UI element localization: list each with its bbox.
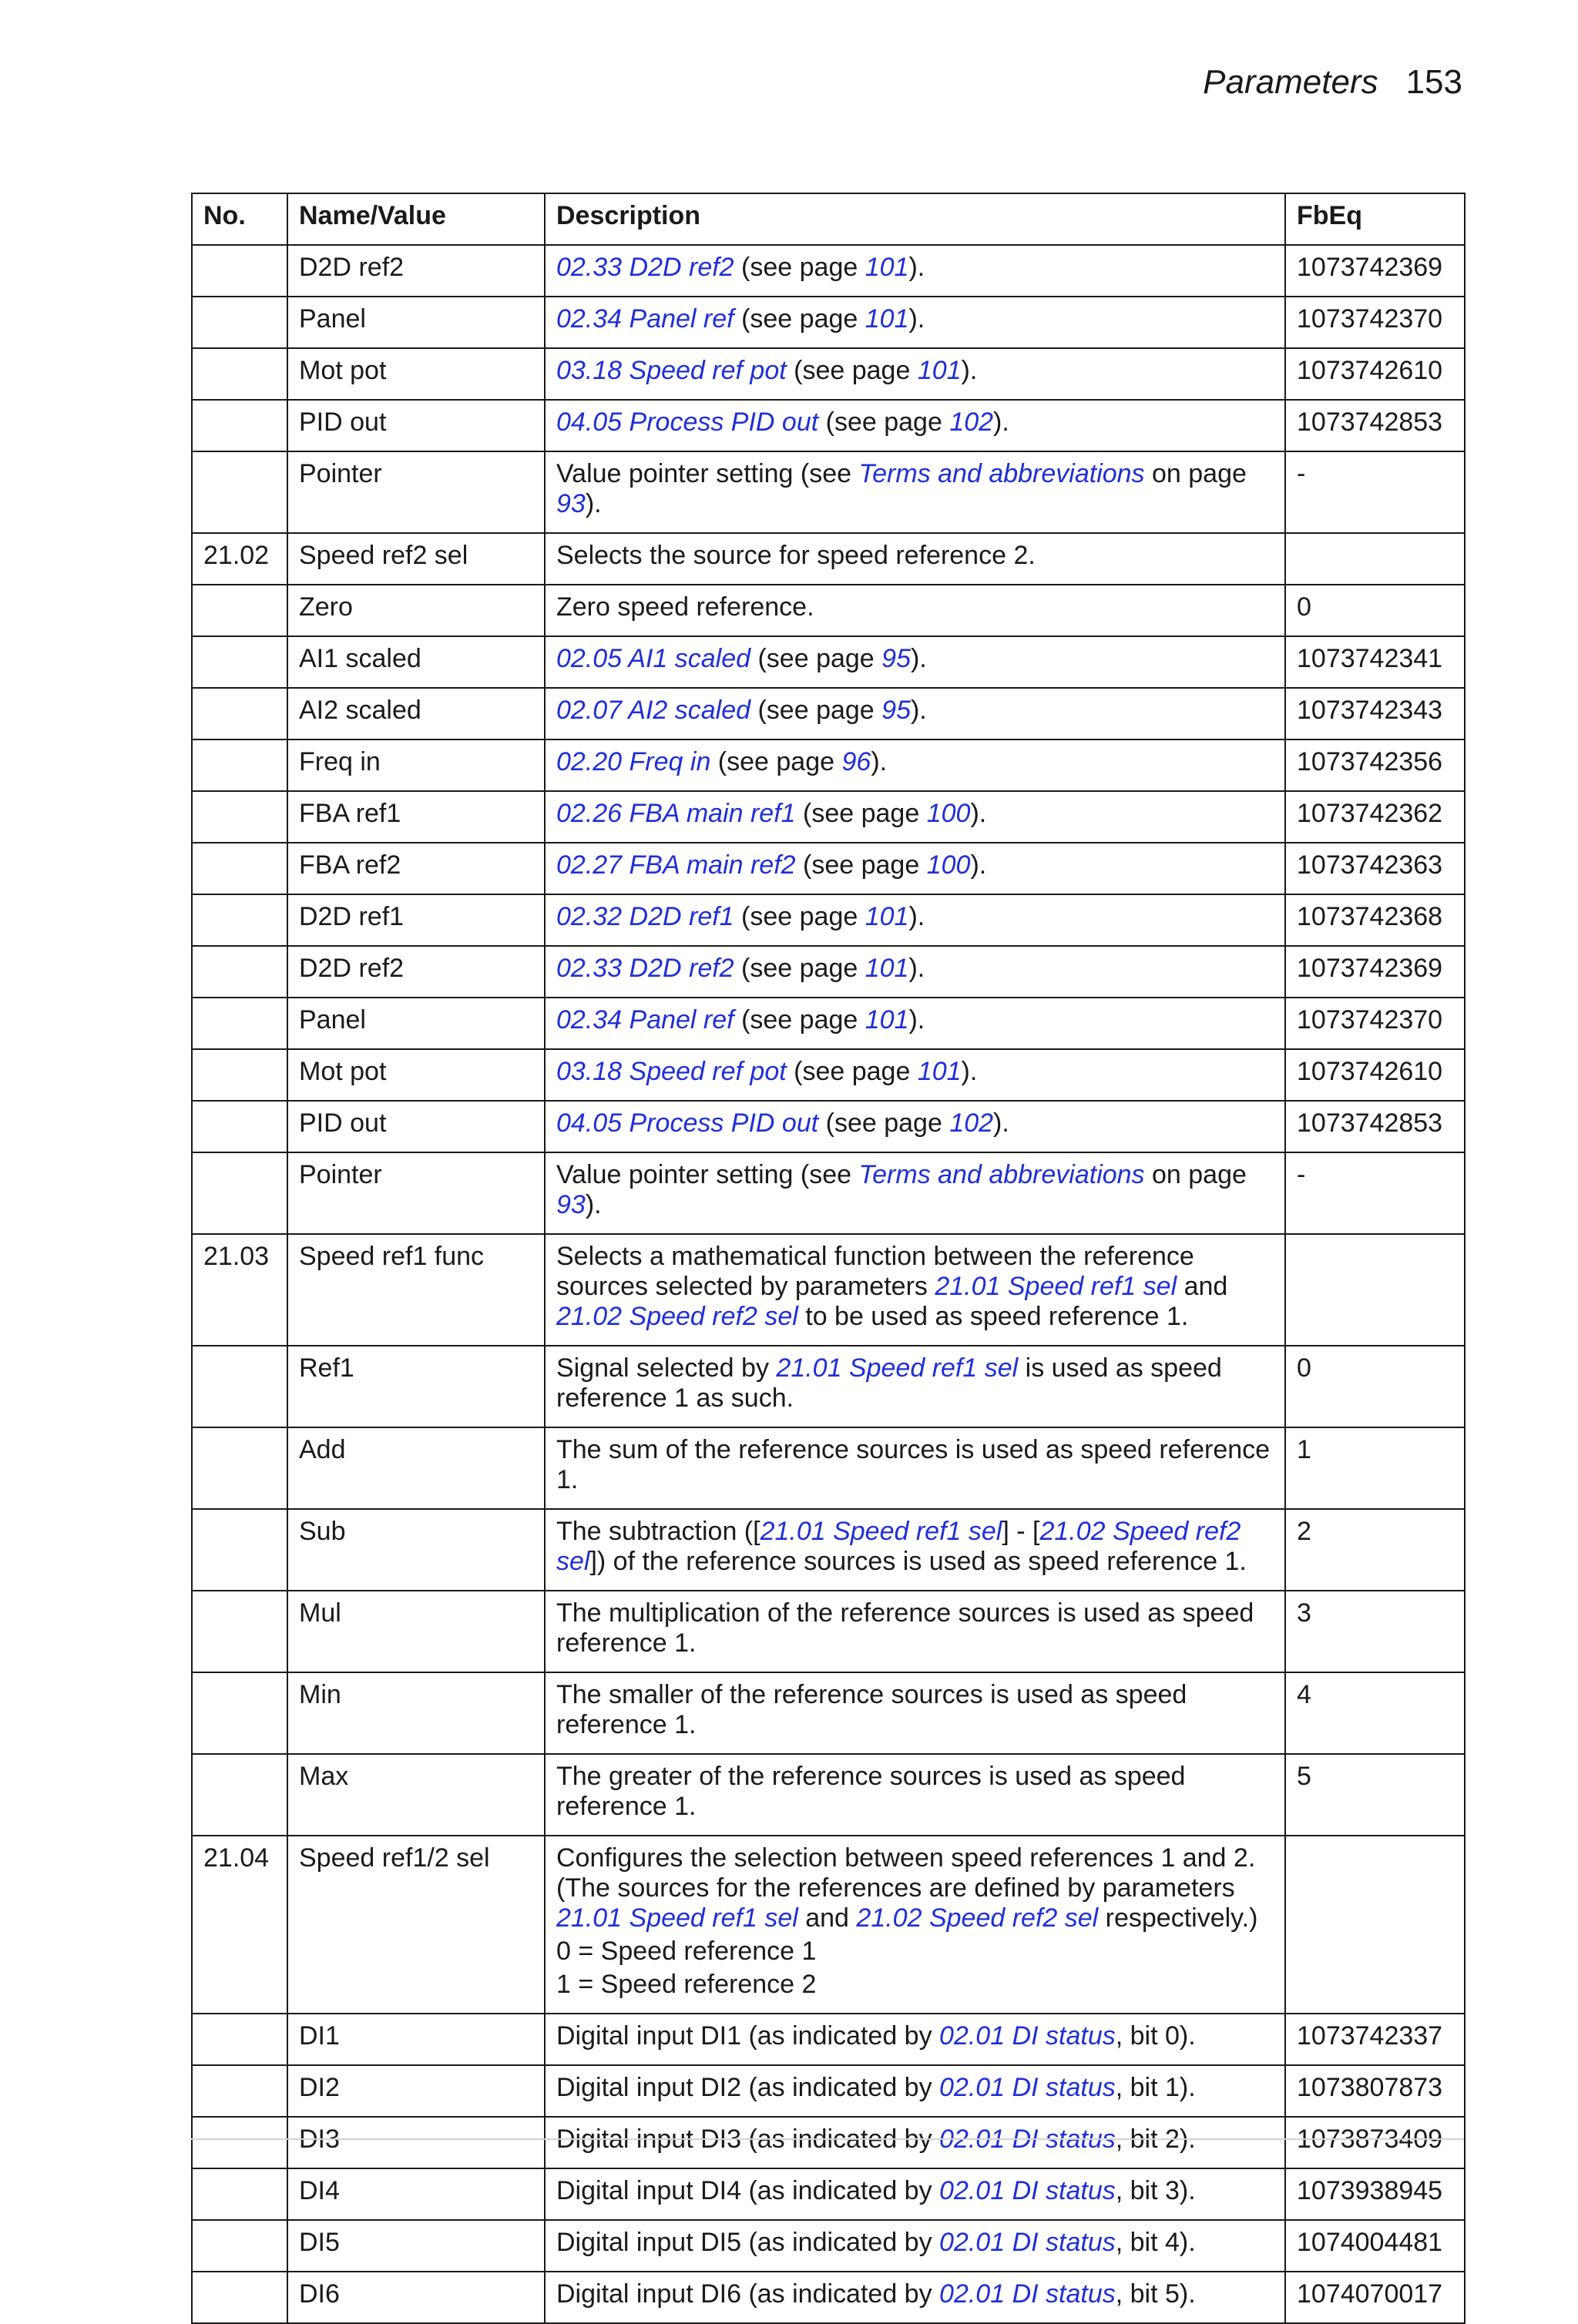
parameter-name-value: Ref1 xyxy=(287,1346,545,1427)
parameter-description xyxy=(545,585,1285,636)
cross-reference-link[interactable]: 02.33 D2D ref2 xyxy=(556,253,734,282)
description-text: , bit 2). xyxy=(1115,2124,1196,2154)
parameter-name-value: Panel xyxy=(287,297,545,348)
fbeq-value: 3 xyxy=(1285,1591,1465,1672)
parameter-number xyxy=(192,843,287,894)
description-text: and xyxy=(797,1903,857,1933)
fbeq-value: 1073742362 xyxy=(1285,791,1465,843)
parameter-number xyxy=(192,451,287,533)
parameter-name-value: Panel xyxy=(287,998,545,1049)
parameter-number xyxy=(192,2168,287,2220)
description-text: ). xyxy=(993,407,1009,437)
description-text: ). xyxy=(908,954,925,983)
description-text: and xyxy=(1177,1272,1228,1301)
cross-reference-link[interactable]: 02.01 DI status xyxy=(939,2124,1116,2154)
parameter-description xyxy=(545,946,1285,998)
description-text: Digital input DI2 (as indicated by xyxy=(556,2073,940,2102)
column-header-fbeq: FbEq xyxy=(1285,193,1465,245)
parameter-name-value: D2D ref1 xyxy=(287,894,545,946)
description-text: Configures the selection between speed references 1 and 2. (The sources for the references are defined by parameters xyxy=(556,1843,1256,1903)
fbeq-value: 1073742343 xyxy=(1285,688,1465,739)
description-text: The smaller of the reference sources is used as speed reference 1. xyxy=(556,1680,1187,1739)
table-header-row xyxy=(192,193,1465,245)
fbeq-value xyxy=(1285,1234,1465,1346)
parameter-name-value: DI4 xyxy=(287,2168,545,2220)
parameter-description xyxy=(545,245,1285,297)
parameter-description xyxy=(545,1509,1285,1591)
parameter-description xyxy=(545,1591,1285,1672)
cross-reference-link[interactable]: 02.01 DI status xyxy=(939,2073,1116,2102)
parameter-number xyxy=(192,1049,287,1101)
fbeq-value xyxy=(1285,533,1465,585)
table-row xyxy=(192,636,1465,688)
parameter-name-value: DI6 xyxy=(287,2272,545,2323)
parameter-description xyxy=(545,2168,1285,2220)
cross-reference-link[interactable]: 02.01 DI status xyxy=(939,2176,1116,2205)
parameter-description xyxy=(545,998,1285,1049)
description-text: (see page xyxy=(734,1005,865,1035)
cross-reference-link[interactable]: 21.02 Speed ref2 sel xyxy=(556,1302,798,1331)
parameter-number xyxy=(192,998,287,1049)
cross-reference-link[interactable]: 96 xyxy=(841,747,871,776)
parameter-number xyxy=(192,1152,287,1234)
description-text: Selects the source for speed reference 2. xyxy=(556,541,1036,570)
description-text: The multiplication of the reference sources is used as speed reference 1. xyxy=(556,1598,1254,1658)
description-text: to be used as speed reference 1. xyxy=(797,1302,1189,1331)
description-text: ). xyxy=(993,1108,1009,1138)
table-row xyxy=(192,2168,1465,2220)
cross-reference-link[interactable]: 101 xyxy=(865,902,909,931)
description-text: (see page xyxy=(818,407,950,437)
parameter-description xyxy=(545,297,1285,348)
fbeq-value: 1074004481 xyxy=(1285,2220,1465,2272)
fbeq-value: 1073742337 xyxy=(1285,2014,1465,2065)
fbeq-value: 1073742370 xyxy=(1285,297,1465,348)
parameter-description xyxy=(545,1101,1285,1152)
parameter-description xyxy=(545,2014,1285,2065)
parameter-description xyxy=(545,2220,1285,2272)
description-text: The sum of the reference sources is used as speed reference 1. xyxy=(556,1435,1271,1494)
fbeq-value: 0 xyxy=(1285,1346,1465,1427)
table-row xyxy=(192,348,1465,400)
description-text: Digital input DI6 (as indicated by xyxy=(556,2279,940,2309)
parameter-name-value: Speed ref1/2 sel xyxy=(287,1836,545,2014)
fbeq-value: 1073742610 xyxy=(1285,1049,1465,1101)
parameter-description xyxy=(545,1754,1285,1836)
parameter-number xyxy=(192,1101,287,1152)
fbeq-value: 1073742341 xyxy=(1285,636,1465,688)
description-text: (see page xyxy=(734,902,865,931)
description-text: ). xyxy=(961,356,978,385)
parameter-number xyxy=(192,1346,287,1427)
description-text: ). xyxy=(961,1057,978,1086)
cross-reference-link[interactable]: 101 xyxy=(865,253,909,282)
table-row xyxy=(192,451,1465,533)
fbeq-value: 1073742369 xyxy=(1285,946,1465,998)
parameter-description xyxy=(545,348,1285,400)
table-row xyxy=(192,2117,1465,2168)
parameter-description xyxy=(545,636,1285,688)
description-text: on page xyxy=(1144,459,1247,488)
parameter-number xyxy=(192,1591,287,1672)
description-text: Value pointer setting (see xyxy=(556,1160,859,1189)
table-row xyxy=(192,1152,1465,1234)
page-header xyxy=(1203,63,1462,102)
description-text: (see page xyxy=(750,644,882,673)
parameter-number: 21.03 xyxy=(192,1234,287,1346)
cross-reference-link[interactable]: 100 xyxy=(926,799,971,828)
table-row xyxy=(192,1101,1465,1152)
parameters-table xyxy=(191,193,1466,2324)
parameter-number xyxy=(192,2117,287,2168)
fbeq-value: 1073742363 xyxy=(1285,843,1465,894)
cross-reference-link[interactable]: 02.20 Freq in xyxy=(556,747,711,776)
description-text: ). xyxy=(970,799,987,828)
cross-reference-link[interactable]: 101 xyxy=(865,1005,909,1035)
parameter-number xyxy=(192,1672,287,1754)
parameter-number xyxy=(192,245,287,297)
table-row xyxy=(192,1346,1465,1427)
parameter-description xyxy=(545,1049,1285,1101)
fbeq-value: 1073807873 xyxy=(1285,2065,1465,2117)
parameter-description xyxy=(545,1427,1285,1509)
table-row xyxy=(192,2065,1465,2117)
description-text: ). xyxy=(585,489,602,518)
cross-reference-link[interactable]: 02.32 D2D ref1 xyxy=(556,902,734,931)
table-row xyxy=(192,2272,1465,2323)
table-body xyxy=(192,245,1465,2323)
description-text: is used as speed reference 1 as such. xyxy=(556,1353,1222,1413)
parameter-name-value: DI1 xyxy=(287,2014,545,2065)
description-text: (see page xyxy=(750,696,882,725)
description-text: (see page xyxy=(710,747,842,776)
description-text: respectively.) xyxy=(1098,1903,1258,1933)
description-text: Digital input DI5 (as indicated by xyxy=(556,2228,940,2257)
description-text: ). xyxy=(871,747,888,776)
parameter-name-value: FBA ref2 xyxy=(287,843,545,894)
fbeq-value: 4 xyxy=(1285,1672,1465,1754)
parameter-name-value: PID out xyxy=(287,400,545,451)
parameter-name-value: Mot pot xyxy=(287,348,545,400)
cross-reference-link[interactable]: 100 xyxy=(926,850,971,880)
cross-reference-link[interactable]: 03.18 Speed ref pot xyxy=(556,356,787,385)
parameter-description xyxy=(545,791,1285,843)
parameter-description xyxy=(545,2272,1285,2323)
table-row xyxy=(192,2220,1465,2272)
parameter-description xyxy=(545,533,1285,585)
parameter-number xyxy=(192,636,287,688)
parameter-number xyxy=(192,894,287,946)
parameter-name-value: Pointer xyxy=(287,1152,545,1234)
parameter-name-value: FBA ref1 xyxy=(287,791,545,843)
parameter-number xyxy=(192,1427,287,1509)
parameter-name-value: D2D ref2 xyxy=(287,946,545,998)
cross-reference-link[interactable]: 101 xyxy=(917,356,962,385)
section-title: Parameters xyxy=(1203,63,1378,101)
parameter-name-value: DI3 xyxy=(287,2117,545,2168)
description-text: (see page xyxy=(786,1057,918,1086)
description-text: , bit 5). xyxy=(1115,2279,1196,2309)
description-line: 1 = Speed reference 2 xyxy=(556,1970,817,1999)
fbeq-value: 5 xyxy=(1285,1754,1465,1836)
fbeq-value: 1073873409 xyxy=(1285,2117,1465,2168)
cross-reference-link[interactable]: 101 xyxy=(865,304,909,334)
cross-reference-link[interactable]: 02.07 AI2 scaled xyxy=(556,696,751,725)
parameter-number xyxy=(192,946,287,998)
fbeq-value: - xyxy=(1285,1152,1465,1234)
fbeq-value: 1073742853 xyxy=(1285,1101,1465,1152)
parameter-number: 21.02 xyxy=(192,533,287,585)
parameter-number xyxy=(192,791,287,843)
parameter-name-value: Pointer xyxy=(287,451,545,533)
description-text: Zero speed reference. xyxy=(556,592,814,622)
parameter-name-value: D2D ref2 xyxy=(287,245,545,297)
cross-reference-link[interactable]: 04.05 Process PID out xyxy=(556,1108,819,1138)
table-row xyxy=(192,1591,1465,1672)
description-text: ). xyxy=(908,304,925,334)
parameter-name-value: Freq in xyxy=(287,739,545,791)
cross-reference-link[interactable]: 93 xyxy=(556,1190,586,1219)
parameter-description xyxy=(545,400,1285,451)
description-text: Selects a mathematical function between the reference sources selected by parameters xyxy=(556,1242,1194,1301)
description-text: (see page xyxy=(786,356,918,385)
description-text: (see page xyxy=(795,850,927,880)
footer-divider xyxy=(191,2138,1464,2140)
description-text: , bit 3). xyxy=(1115,2176,1196,2205)
table-row xyxy=(192,791,1465,843)
fbeq-value: 1073742356 xyxy=(1285,739,1465,791)
parameter-name-value: DI5 xyxy=(287,2220,545,2272)
cross-reference-link[interactable]: 21.01 Speed ref1 sel xyxy=(776,1353,1019,1383)
description-text: ] - [ xyxy=(1002,1517,1040,1546)
table-row xyxy=(192,1509,1465,1591)
description-text: (see page xyxy=(734,304,865,334)
cross-reference-link[interactable]: Terms and abbreviations xyxy=(858,459,1145,488)
fbeq-value: 0 xyxy=(1285,585,1465,636)
cross-reference-link[interactable]: 21.01 Speed ref1 sel xyxy=(760,1517,1002,1546)
description-line: 0 = Speed reference 1 xyxy=(556,1937,817,1966)
table-row xyxy=(192,1234,1465,1346)
description-text: The greater of the reference sources is used as speed reference 1. xyxy=(556,1762,1186,1821)
fbeq-value: 1073742610 xyxy=(1285,348,1465,400)
parameter-name-value: Speed ref2 sel xyxy=(287,533,545,585)
parameter-name-value: Mot pot xyxy=(287,1049,545,1101)
table-row xyxy=(192,2014,1465,2065)
parameter-name-value: Max xyxy=(287,1754,545,1836)
parameter-name-value: DI2 xyxy=(287,2065,545,2117)
cross-reference-link[interactable]: 02.34 Panel ref xyxy=(556,1005,734,1035)
cross-reference-link[interactable]: 101 xyxy=(917,1057,962,1086)
column-header-name-value: Name/Value xyxy=(287,193,545,245)
parameter-description xyxy=(545,1672,1285,1754)
table-row xyxy=(192,739,1465,791)
description-text: ). xyxy=(970,850,987,880)
description-text: ). xyxy=(910,696,927,725)
description-text: ). xyxy=(908,253,925,282)
fbeq-value: 2 xyxy=(1285,1509,1465,1591)
table-row xyxy=(192,533,1465,585)
fbeq-value: - xyxy=(1285,451,1465,533)
cross-reference-link[interactable]: 02.26 FBA main ref1 xyxy=(556,799,796,828)
column-header-description: Description xyxy=(545,193,1285,245)
cross-reference-link[interactable]: 21.01 Speed ref1 sel xyxy=(556,1903,798,1933)
description-text: (see page xyxy=(795,799,927,828)
table-row xyxy=(192,297,1465,348)
fbeq-value: 1074070017 xyxy=(1285,2272,1465,2323)
parameter-number: 21.04 xyxy=(192,1836,287,2014)
cross-reference-link[interactable]: 21.02 Speed ref2 sel xyxy=(556,1517,1241,1576)
parameter-description xyxy=(545,843,1285,894)
table-row xyxy=(192,843,1465,894)
parameter-name-value: Add xyxy=(287,1427,545,1509)
cross-reference-link[interactable]: 02.01 DI status xyxy=(939,2021,1116,2051)
cross-reference-link[interactable]: Terms and abbreviations xyxy=(858,1160,1145,1189)
parameter-description xyxy=(545,1234,1285,1346)
page-number: 153 xyxy=(1405,63,1462,101)
parameter-description xyxy=(545,1836,1285,2014)
cross-reference-link[interactable]: 03.18 Speed ref pot xyxy=(556,1057,787,1086)
parameter-number xyxy=(192,348,287,400)
description-text: Signal selected by xyxy=(556,1353,777,1383)
parameter-number xyxy=(192,400,287,451)
description-text: , bit 4). xyxy=(1115,2228,1196,2257)
table-row xyxy=(192,1836,1465,2014)
parameter-number xyxy=(192,1754,287,1836)
table-row xyxy=(192,585,1465,636)
description-text: Digital input DI4 (as indicated by xyxy=(556,2176,940,2205)
fbeq-value xyxy=(1285,1836,1465,2014)
description-text: Digital input DI3 (as indicated by xyxy=(556,2124,940,2154)
parameter-name-value: Min xyxy=(287,1672,545,1754)
parameter-name-value: Speed ref1 func xyxy=(287,1234,545,1346)
cross-reference-link[interactable]: 21.01 Speed ref1 sel xyxy=(935,1272,1177,1301)
parameter-description xyxy=(545,451,1285,533)
description-text: ). xyxy=(585,1190,602,1219)
description-text: ]) of the reference sources is used as speed reference 1. xyxy=(589,1547,1247,1576)
parameter-number xyxy=(192,2272,287,2323)
description-text: ). xyxy=(908,1005,925,1035)
parameter-number xyxy=(192,585,287,636)
description-text: Digital input DI1 (as indicated by xyxy=(556,2021,940,2051)
column-header-no: No. xyxy=(192,193,287,245)
description-text: ). xyxy=(908,902,925,931)
cross-reference-link[interactable]: 95 xyxy=(881,696,911,725)
parameter-description xyxy=(545,1346,1285,1427)
parameter-name-value: AI2 scaled xyxy=(287,688,545,739)
cross-reference-link[interactable]: 95 xyxy=(881,644,911,673)
description-text: (see page xyxy=(734,954,865,983)
cross-reference-link[interactable]: 93 xyxy=(556,489,586,518)
cross-reference-link[interactable]: 102 xyxy=(949,1108,994,1138)
cross-reference-link[interactable]: 04.05 Process PID out xyxy=(556,407,819,437)
cross-reference-link[interactable]: 02.01 DI status xyxy=(939,2228,1116,2257)
table-row xyxy=(192,1672,1465,1754)
fbeq-value: 1073742369 xyxy=(1285,245,1465,297)
table-row xyxy=(192,245,1465,297)
parameter-number xyxy=(192,2065,287,2117)
cross-reference-link[interactable]: 02.33 D2D ref2 xyxy=(556,954,734,983)
fbeq-value: 1073742370 xyxy=(1285,998,1465,1049)
parameter-name-value: Sub xyxy=(287,1509,545,1591)
cross-reference-link[interactable]: 102 xyxy=(949,407,994,437)
description-text: (see page xyxy=(818,1108,950,1138)
parameter-description xyxy=(545,739,1285,791)
parameter-name-value: PID out xyxy=(287,1101,545,1152)
parameter-description xyxy=(545,2065,1285,2117)
cross-reference-link[interactable]: 02.34 Panel ref xyxy=(556,304,734,334)
parameter-number xyxy=(192,739,287,791)
description-text: (see page xyxy=(734,253,865,282)
description-text: , bit 1). xyxy=(1115,2073,1196,2102)
parameter-name-value: Zero xyxy=(287,585,545,636)
description-text: on page xyxy=(1144,1160,1247,1189)
table-row xyxy=(192,1427,1465,1509)
description-text: , bit 0). xyxy=(1115,2021,1196,2051)
parameter-name-value: AI1 scaled xyxy=(287,636,545,688)
cross-reference-link[interactable]: 02.05 AI1 scaled xyxy=(556,644,751,673)
parameter-number xyxy=(192,1509,287,1591)
table-row xyxy=(192,894,1465,946)
parameter-number xyxy=(192,688,287,739)
table-row xyxy=(192,400,1465,451)
table-row xyxy=(192,946,1465,998)
fbeq-value: 1073742368 xyxy=(1285,894,1465,946)
table-row xyxy=(192,688,1465,739)
description-text: The subtraction ([ xyxy=(556,1517,760,1546)
description-text: Value pointer setting (see xyxy=(556,459,859,488)
fbeq-value: 1073938945 xyxy=(1285,2168,1465,2220)
parameter-name-value: Mul xyxy=(287,1591,545,1672)
table-row xyxy=(192,998,1465,1049)
description-text: ). xyxy=(910,644,927,673)
parameter-number xyxy=(192,2014,287,2065)
parameter-description xyxy=(545,1152,1285,1234)
cross-reference-link[interactable]: 21.02 Speed ref2 sel xyxy=(856,1903,1099,1933)
parameter-number xyxy=(192,2220,287,2272)
table-row xyxy=(192,1754,1465,1836)
fbeq-value: 1073742853 xyxy=(1285,400,1465,451)
cross-reference-link[interactable]: 101 xyxy=(865,954,909,983)
cross-reference-link[interactable]: 02.01 DI status xyxy=(939,2279,1116,2309)
fbeq-value: 1 xyxy=(1285,1427,1465,1509)
cross-reference-link[interactable]: 02.27 FBA main ref2 xyxy=(556,850,796,880)
parameter-description xyxy=(545,2117,1285,2168)
parameter-description xyxy=(545,894,1285,946)
table-row xyxy=(192,1049,1465,1101)
parameter-description xyxy=(545,688,1285,739)
parameter-number xyxy=(192,297,287,348)
